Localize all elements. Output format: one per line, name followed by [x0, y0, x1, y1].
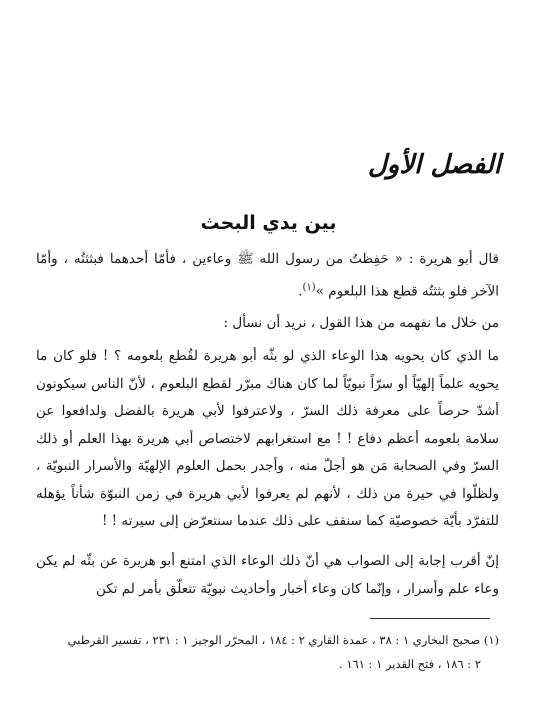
paragraph-hadith-quote [36, 246, 499, 306]
section-title: بين يدي البحث [200, 212, 337, 234]
paragraph-text: إنّ أقرب إجابة إلى الصواب هي أنّ ذلك الوعاء الذي امتنع أبو هريرة عن بثّه لم يكن وعاء علم وأسرار ، وإنّما كان وعاء أخبار وأحاديث نبويّة تتعلّق بأمر لم تكن [36, 553, 499, 597]
footnotes [36, 628, 499, 676]
paragraph-text: من خلال ما نفهمه من هذا القول ، نريد أن نسأل : [223, 315, 499, 331]
paragraph-question-intro [36, 310, 499, 338]
footnote-reference[interactable]: (١) [302, 281, 316, 293]
paragraph-discussion [36, 343, 499, 536]
footnote-line: (١) صحيح البخاري ١ : ٣٨ ، عمدة القاري ٢ : ١٨٤ ، المحرّر الوجيز ١ : ٢٣١ ، تفسير القرطبي [67, 633, 499, 647]
paragraph-answer [36, 548, 499, 603]
paragraph-text: ما الذي كان يحويه هذا الوعاء الذي لو بثّه أبو هريرة لقُطع بلعومه ؟ ! فلو كان ما يحويه علماً إلهيّاً أو سرّاً نبويّاً لما كان هناك مبرّر لقطع البلعوم ، لأنّ الناس سيكونون أشدّ حرصاً على معرفة ذلك السرّ ، ولاعترفوا لأبي هريرة بالفضل ولدافعوا عن سلامة بلعومه أعظم دفاع ! ! مع استغرابهم لاختصاص أبي هريرة بهذا العلم أو ذلك السرّ وفي الصحابة مَن هو أجلّ منه ، وأجدر بحمل العلوم الإلهيّة والأسرار النبويّة ، ولظلّوا في حيرة من ذلك ، لأنهم لم يعرفوا لأبي هريرة في زمن النبوّة شأناً يؤهله للتفرّد بأيّة خصوصيّة كما سنقف على ذلك عندما سنتعرّض إلى سيرته ! ! [36, 348, 499, 529]
chapter-title: الفصل الأول [367, 150, 501, 180]
paragraph-end: . [298, 283, 303, 299]
footnote-line: ٢ : ١٨٦ ، فتح القدير ١ : ١٦١ . [339, 657, 481, 671]
paragraph-text: قال أبو هريرة : « حَفِظتُ من رسول الله ﷺ وعاءين ، فأمّا أحدهما فبثثتُه ، وأمّا الآخر فلو بثثتُه قطع هذا البلعوم » [36, 251, 499, 299]
footnote-divider [370, 618, 490, 619]
